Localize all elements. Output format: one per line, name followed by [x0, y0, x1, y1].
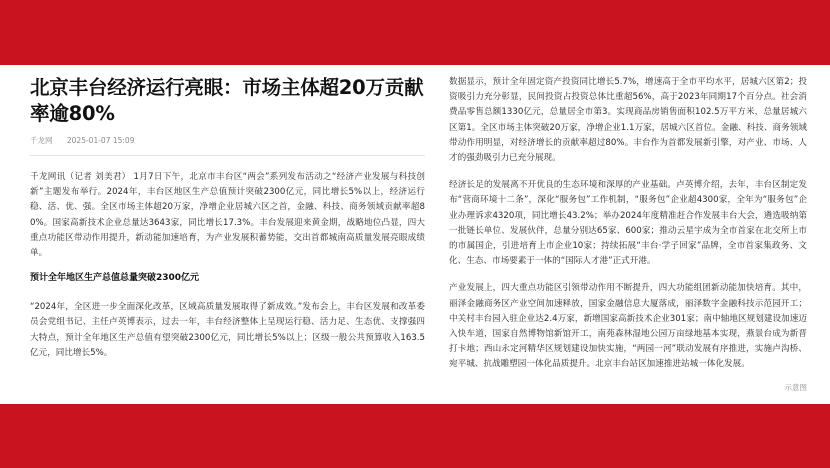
article-subheading: 预计全年地区生产总值总量突破2300亿元: [30, 273, 200, 284]
article-title: 北京丰台经济运行亮眼：市场主体超20万贡献率逾80%: [30, 76, 424, 125]
article-paragraph: 经济长足的发展离不开优良的生态环境和深厚的产业基础。卢英博介绍，去年，丰台区制定发布“营商环境十二条”，深化“服务包”工作机制，“服务包”企业超4300家，全年为“服务包”企业办理诉求4320项，同比增长43.2%；举办2024年度精准赶合作发展丰台大会，遴选吸纳第一批链长单位、发展伙伴，总量分别达65家、600家；推动云星宇成为全市首家在北交所上市的市属国企，引进培育上市企业10家；持续拓展“丰台·学子回家”品牌，全市首家集政务、文化、生态、市场要素于一体的“国际人才港”正式开港。: [449, 180, 807, 267]
image-note: 示意图: [784, 383, 807, 392]
article-meta: [30, 136, 425, 146]
article-sheet: [15, 65, 815, 404]
title-divider: [30, 155, 425, 156]
right-column: [449, 75, 807, 373]
article-paragraph: “2024年，全区进一步全面深化改革，区域高质量发展取得了新成效。”发布会上，丰台区发展和改革委员会党组书记、主任卢英博表示，过去一年，丰台经济整体上呈现运行稳、活力足、生态优、支撑强四大特点，预计全年地区生产总值有望突破2300亿元，同比增长5%以上；区级一般公共预算收入163.5亿元，同比增长5%。: [30, 302, 425, 358]
left-column: [30, 75, 425, 361]
article-paragraph: 数据显示，预计全年固定资产投资同比增长5.7%，增速高于全市平均水平，居城六区第2；投资吸引力充分彰显，民间投资占投资总体比重超56%，高于2023年同期17个百分点。社会消费品零售总额1330亿元，总量居全市第3。实现商品房销售面积102.5万平方米，总量居城六区第1。全区市场主体突破20万家，净增企业1.1万家，居城六区首位。金融、科技、商务领域带动作用明显，对经济增长的贡献率超过80%。丰台作为首都发展新引擎，对产业、市场、人才的强劲吸引力已充分展现。: [449, 77, 807, 164]
article-paragraph: 千龙网讯（记者 刘美君） 1月7日下午，北京市丰台区“两会”系列发布活动之“经济产业发展与科技创新”主题发布举行。2024年，丰台区地区生产总值预计突破2300亿元，同比增长5%以上，经济运行稳、活、优、强。全区市场主体超20万家，净增企业居城六区之首，金融、科技、商务领域贡献率超80%。国家高新技术企业总量达3643家，同比增长17.3%。丰台发展迎来黄金期，战略地位凸显，四大重点功能区带动作用提升，新动能加速培育，为产业发展积蓄势能，交出首都城南高质量发展亮眼成绩单。: [30, 172, 425, 259]
top-red-band: [0, 0, 830, 65]
article-paragraph: 产业发展上，四大重点功能区引领带动作用不断提升，四大功能组团新动能加快培育。其中，丽泽金融商务区产业空间加速释放，国家金融信息大厦落成，丽泽数字金融科技示范园开工；中关村丰台园入驻企业达2.4万家，新增国家高新技术企业301家；南中轴地区规划建设加速迈入快车道，国家自然博物馆新馆开工，南苑森林湿地公园万亩绿地基本实现，燕景台成为新晋打卡地；西山永定河精华区规划建设加快实施，“两园一河”联动发展有序推进，实施卢沟桥、宛平城、抗战雕塑园一体化品质提升。北京丰台站区加速推进站城一体化发展。: [449, 283, 807, 370]
article-source: 千龙网: [30, 136, 53, 145]
bottom-red-band: [0, 404, 830, 468]
article-date: 2025-01-07 15:09: [66, 136, 135, 145]
